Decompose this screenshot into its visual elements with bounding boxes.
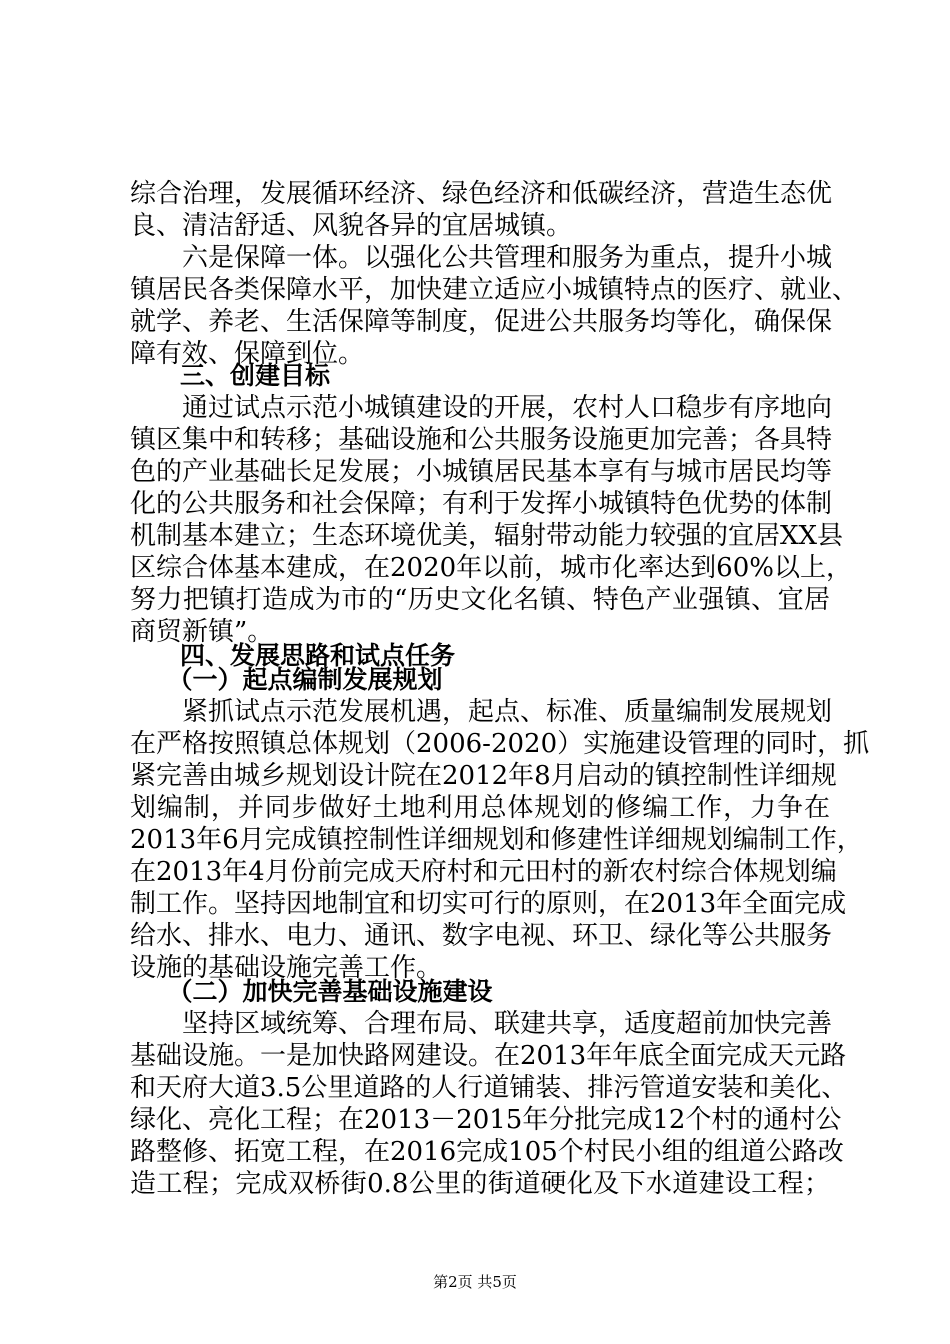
text-line: 和天府大道3.5公里道路的人行道铺装、排污管道安装和美化、 [130, 1073, 848, 1103]
subsection-heading: （二）加快完善基础设施建设 [130, 977, 493, 1006]
text-line: 镇区集中和转移；基础设施和公共服务设施更加完善；各具特 [130, 425, 833, 455]
text-line: 综合治理，发展循环经济、绿色经济和低碳经济，营造生态优 [130, 179, 833, 209]
text-line: 制工作。坚持因地制宜和切实可行的原则，在2013年全面完成 [130, 889, 847, 919]
text-line: 基础设施。一是加快路网建设。在2013年年底全面完成天元路 [130, 1041, 847, 1071]
section-heading: 四、发展思路和试点任务 [130, 641, 456, 670]
text-line: 绿化、亮化工程；在2013－2015年分批完成12个村的通村公 [130, 1105, 842, 1135]
text-line: 紧抓试点示范发展机遇，起点、标准、质量编制发展规划 [130, 697, 833, 727]
text-line: 给水、排水、电力、通讯、数字电视、环卫、绿化等公共服务 [130, 921, 833, 951]
text-line: 镇居民各类保障水平，加快建立适应小城镇特点的医疗、就业、 [130, 275, 859, 305]
text-line: 障有效、保障到位。 [130, 339, 365, 369]
text-line: 六是保障一体。以强化公共管理和服务为重点，提升小城 [130, 243, 833, 273]
text-line: 色的产业基础长足发展；小城镇居民基本享有与城市居民均等 [130, 457, 833, 487]
section-heading: 三、创建目标 [130, 361, 331, 390]
text-line: 努力把镇打造成为市的“历史文化名镇、特色产业强镇、宜居 [130, 585, 830, 615]
text-line: 化的公共服务和社会保障；有利于发挥小城镇特色优势的体制 [130, 489, 833, 519]
text-line: 在严格按照镇总体规划（2006-2020）实施建设管理的同时，抓 [130, 729, 870, 759]
page-footer: 第2页 共5页 [433, 1273, 517, 1291]
text-line: 设施的基础设施完善工作。 [130, 953, 443, 983]
text-line: 区综合体基本建成，在2020年以前，城市化率达到60%以上， [130, 553, 852, 583]
text-line: 机制基本建立；生态环境优美，辐射带动能力较强的宜居XX县 [130, 521, 844, 551]
text-line: 2013年6月完成镇控制性详细规划和修建性详细规划编制工作， [130, 825, 863, 855]
text-line: 良、清洁舒适、风貌各异的宜居城镇。 [130, 211, 573, 241]
text-line: 紧完善由城乡规划设计院在2012年8月启动的镇控制性详细规 [130, 761, 837, 791]
text-line: 划编制，并同步做好土地利用总体规划的修编工作，力争在 [130, 793, 830, 823]
subsection-heading: （一）起点编制发展规划 [130, 665, 443, 694]
text-line: 就学、养老、生活保障等制度，促进公共服务均等化，确保保 [130, 307, 833, 337]
text-line: 造工程；完成双桥街0.8公里的街道硬化及下水道建设工程； [130, 1169, 830, 1199]
text-line: 路整修、拓宽工程，在2016完成105个村民小组的组道公路改 [130, 1137, 844, 1167]
text-line: 坚持区域统筹、合理布局、联建共享，适度超前加快完善 [130, 1009, 833, 1039]
text-line: 通过试点示范小城镇建设的开展，农村人口稳步有序地向 [130, 393, 833, 423]
text-line: 在2013年4月份前完成天府村和元田村的新农村综合体规划编 [130, 857, 837, 887]
text-line: 商贸新镇”。 [130, 617, 274, 647]
